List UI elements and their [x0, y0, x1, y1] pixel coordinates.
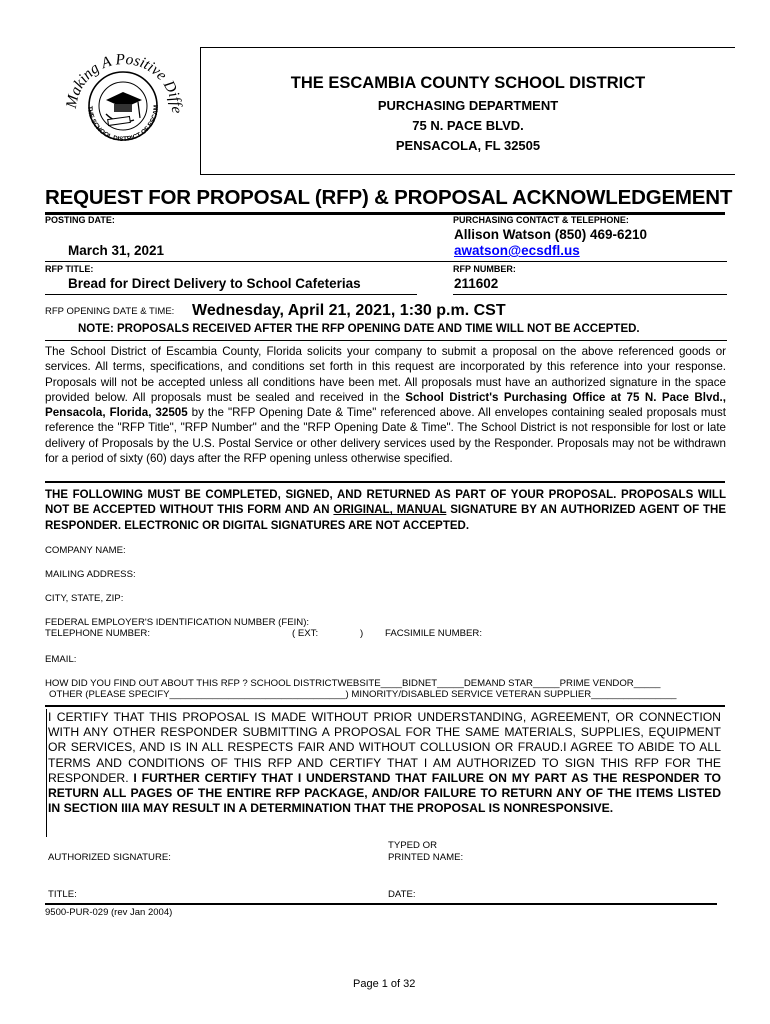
page-number: Page 1 of 32	[353, 978, 416, 990]
opening-label: RFP OPENING DATE & TIME:	[45, 306, 175, 317]
contact-label: PURCHASING CONTACT & TELEPHONE:	[453, 215, 629, 225]
logo-arc-text: Making A Positive Diffe	[62, 50, 186, 114]
contact-email-link[interactable]: awatson@ecsdfl.us	[454, 243, 580, 258]
district-logo	[58, 40, 188, 170]
contact-name: Allison Watson (850) 469-6210	[454, 227, 648, 242]
city-state-zip-label: CITY, STATE, ZIP:	[45, 593, 124, 604]
source-question: HOW DID YOU FIND OUT ABOUT THIS RFP ? SCHOOL DISTRICTWEBSITE____BIDNET_____DEMAND STAR_____PRIME VENDOR_____	[45, 678, 661, 689]
department-name: PURCHASING DEPARTMENT	[377, 98, 559, 113]
page-title: REQUEST FOR PROPOSAL (RFP) & PROPOSAL ACKNOWLEDGEMENT	[45, 186, 733, 209]
solicitation-paragraph: The School District of Escambia County, Florida solicits your company to submit a proposal on the above referenced goods or services. All terms, specifications, and conditions set forth in this request are incorporated by this reference into your response. Proposals will not be accepted unless all conditions have been met. All proposals must have an authorized signature in the space provided below. All proposals must be sealed and received in the School District's Purchasing Office at 75 N. Pace Blvd., Pensacola, Florida, 32505 by the "RFP Opening Date & Time" referenced above. All envelopes containing sealed proposals must reference the "RFP Title", "RFP Number" and the "RFP Opening Date & Time". The School District is not responsible for lost or late delivery of Proposals by the U.S. Postal Service or other delivery services used by the Responder. Proposals may not be withdrawn for a period of sixty (60) days after the RFP opening unless otherwise specified.	[45, 345, 726, 466]
district-address: 75 N. PACE BLVD.	[412, 118, 524, 133]
district-name: THE ESCAMBIA COUNTY SCHOOL DISTRICT	[290, 74, 646, 92]
posting-date: March 31, 2021	[68, 243, 165, 258]
posting-date-label: POSTING DATE:	[45, 215, 115, 225]
fax-label: FACSIMILE NUMBER:	[385, 628, 483, 639]
authorized-signature-label: AUTHORIZED SIGNATURE:	[48, 852, 171, 863]
rfp-title-label: RFP TITLE:	[45, 264, 94, 274]
certification-paragraph: I CERTIFY THAT THIS PROPOSAL IS MADE WITHOUT PRIOR UNDERSTANDING, AGREEMENT, OR CONNECTION WITH ANY OTHER RESPONDER SUBMITTING A PROPOSAL FOR THE SAME MATERIALS, SUPPLIES, EQUIPMENT OR SERVICES, AND IS IN ALL RESPECTS FAIR AND WITHOUT COLLUSION OR FRAUD.I AGREE TO ABIDE TO ALL TERMS AND CONDITIONS OF THIS RFP AND CERTIFY THAT I AM AUTHORIZED TO SIGN THIS RFP FOR THE RESPONDER. I FURTHER CERTIFY THAT I UNDERSTAND THAT FAILURE ON MY PART AS THE RESPONDER TO RETURN ALL PAGES OF THE ENTIRE RFP PACKAGE, AND/OR FAILURE TO RETURN ANY OF THE ITEMS LISTED IN SECTION IIIA MAY RESULT IN A DETERMINATION THAT THE PROPOSAL IS NONRESPONSIVE.	[48, 710, 721, 816]
district-city: PENSACOLA, FL 32505	[395, 138, 541, 153]
form-id: 9500-PUR-029 (rev Jan 2004)	[45, 907, 173, 918]
opening-value: Wednesday, April 21, 2021, 1:30 p.m. CST	[192, 302, 506, 319]
info-rule	[45, 261, 727, 262]
paragraph-rule	[45, 481, 725, 483]
ext-label: ( EXT:	[292, 628, 319, 639]
fein-label: FEDERAL EMPLOYER'S IDENTIFICATION NUMBER (FEIN):	[45, 617, 310, 628]
instruction-paragraph: THE FOLLOWING MUST BE COMPLETED, SIGNED, AND RETURNED AS PART OF YOUR PROPOSAL. PROPOSALS WILL NOT BE ACCEPTED WITHOUT THIS FORM AND AN ORIGINAL, MANUAL SIGNATURE BY AN AUTHORIZED AGENT OF THE RESPONDER. ELECTRONIC OR DIGITAL SIGNATURES ARE NOT ACCEPTED.	[45, 489, 726, 532]
rfp-number-label: RFP NUMBER:	[453, 264, 516, 274]
district-header	[200, 47, 735, 175]
signature-rule	[45, 903, 717, 905]
rfp-title-rule	[45, 294, 417, 295]
printed-name-label: PRINTED NAME:	[388, 852, 464, 863]
rfp-title: Bread for Direct Delivery to School Cafeterias	[68, 276, 361, 291]
mailing-address-label: MAILING ADDRESS:	[45, 569, 136, 580]
note-rule	[45, 340, 727, 341]
title-label: TITLE:	[48, 889, 77, 900]
other-source-line: OTHER (PLEASE SPECIFY_________________________________) MINORITY/DISABLED SERVICE VETERAN SUPPLIER________________	[49, 689, 677, 700]
date-label: DATE:	[388, 889, 416, 900]
email-label: EMAIL:	[45, 654, 77, 665]
rfp-number-rule	[453, 294, 727, 295]
logo-seal-text: THE SCHOOL DISTRICT OF ESCAM	[85, 104, 161, 144]
ext-close: )	[360, 628, 364, 639]
company-name-label: COMPANY NAME:	[45, 545, 126, 556]
form-rule	[45, 705, 725, 707]
cert-left-border	[46, 709, 47, 837]
rfp-number: 211602	[454, 276, 499, 291]
late-note: NOTE: PROPOSALS RECEIVED AFTER THE RFP OPENING DATE AND TIME WILL NOT BE ACCEPTED.	[78, 323, 640, 335]
typed-or-label: TYPED OR	[388, 840, 438, 851]
telephone-label: TELEPHONE NUMBER:	[45, 628, 151, 639]
